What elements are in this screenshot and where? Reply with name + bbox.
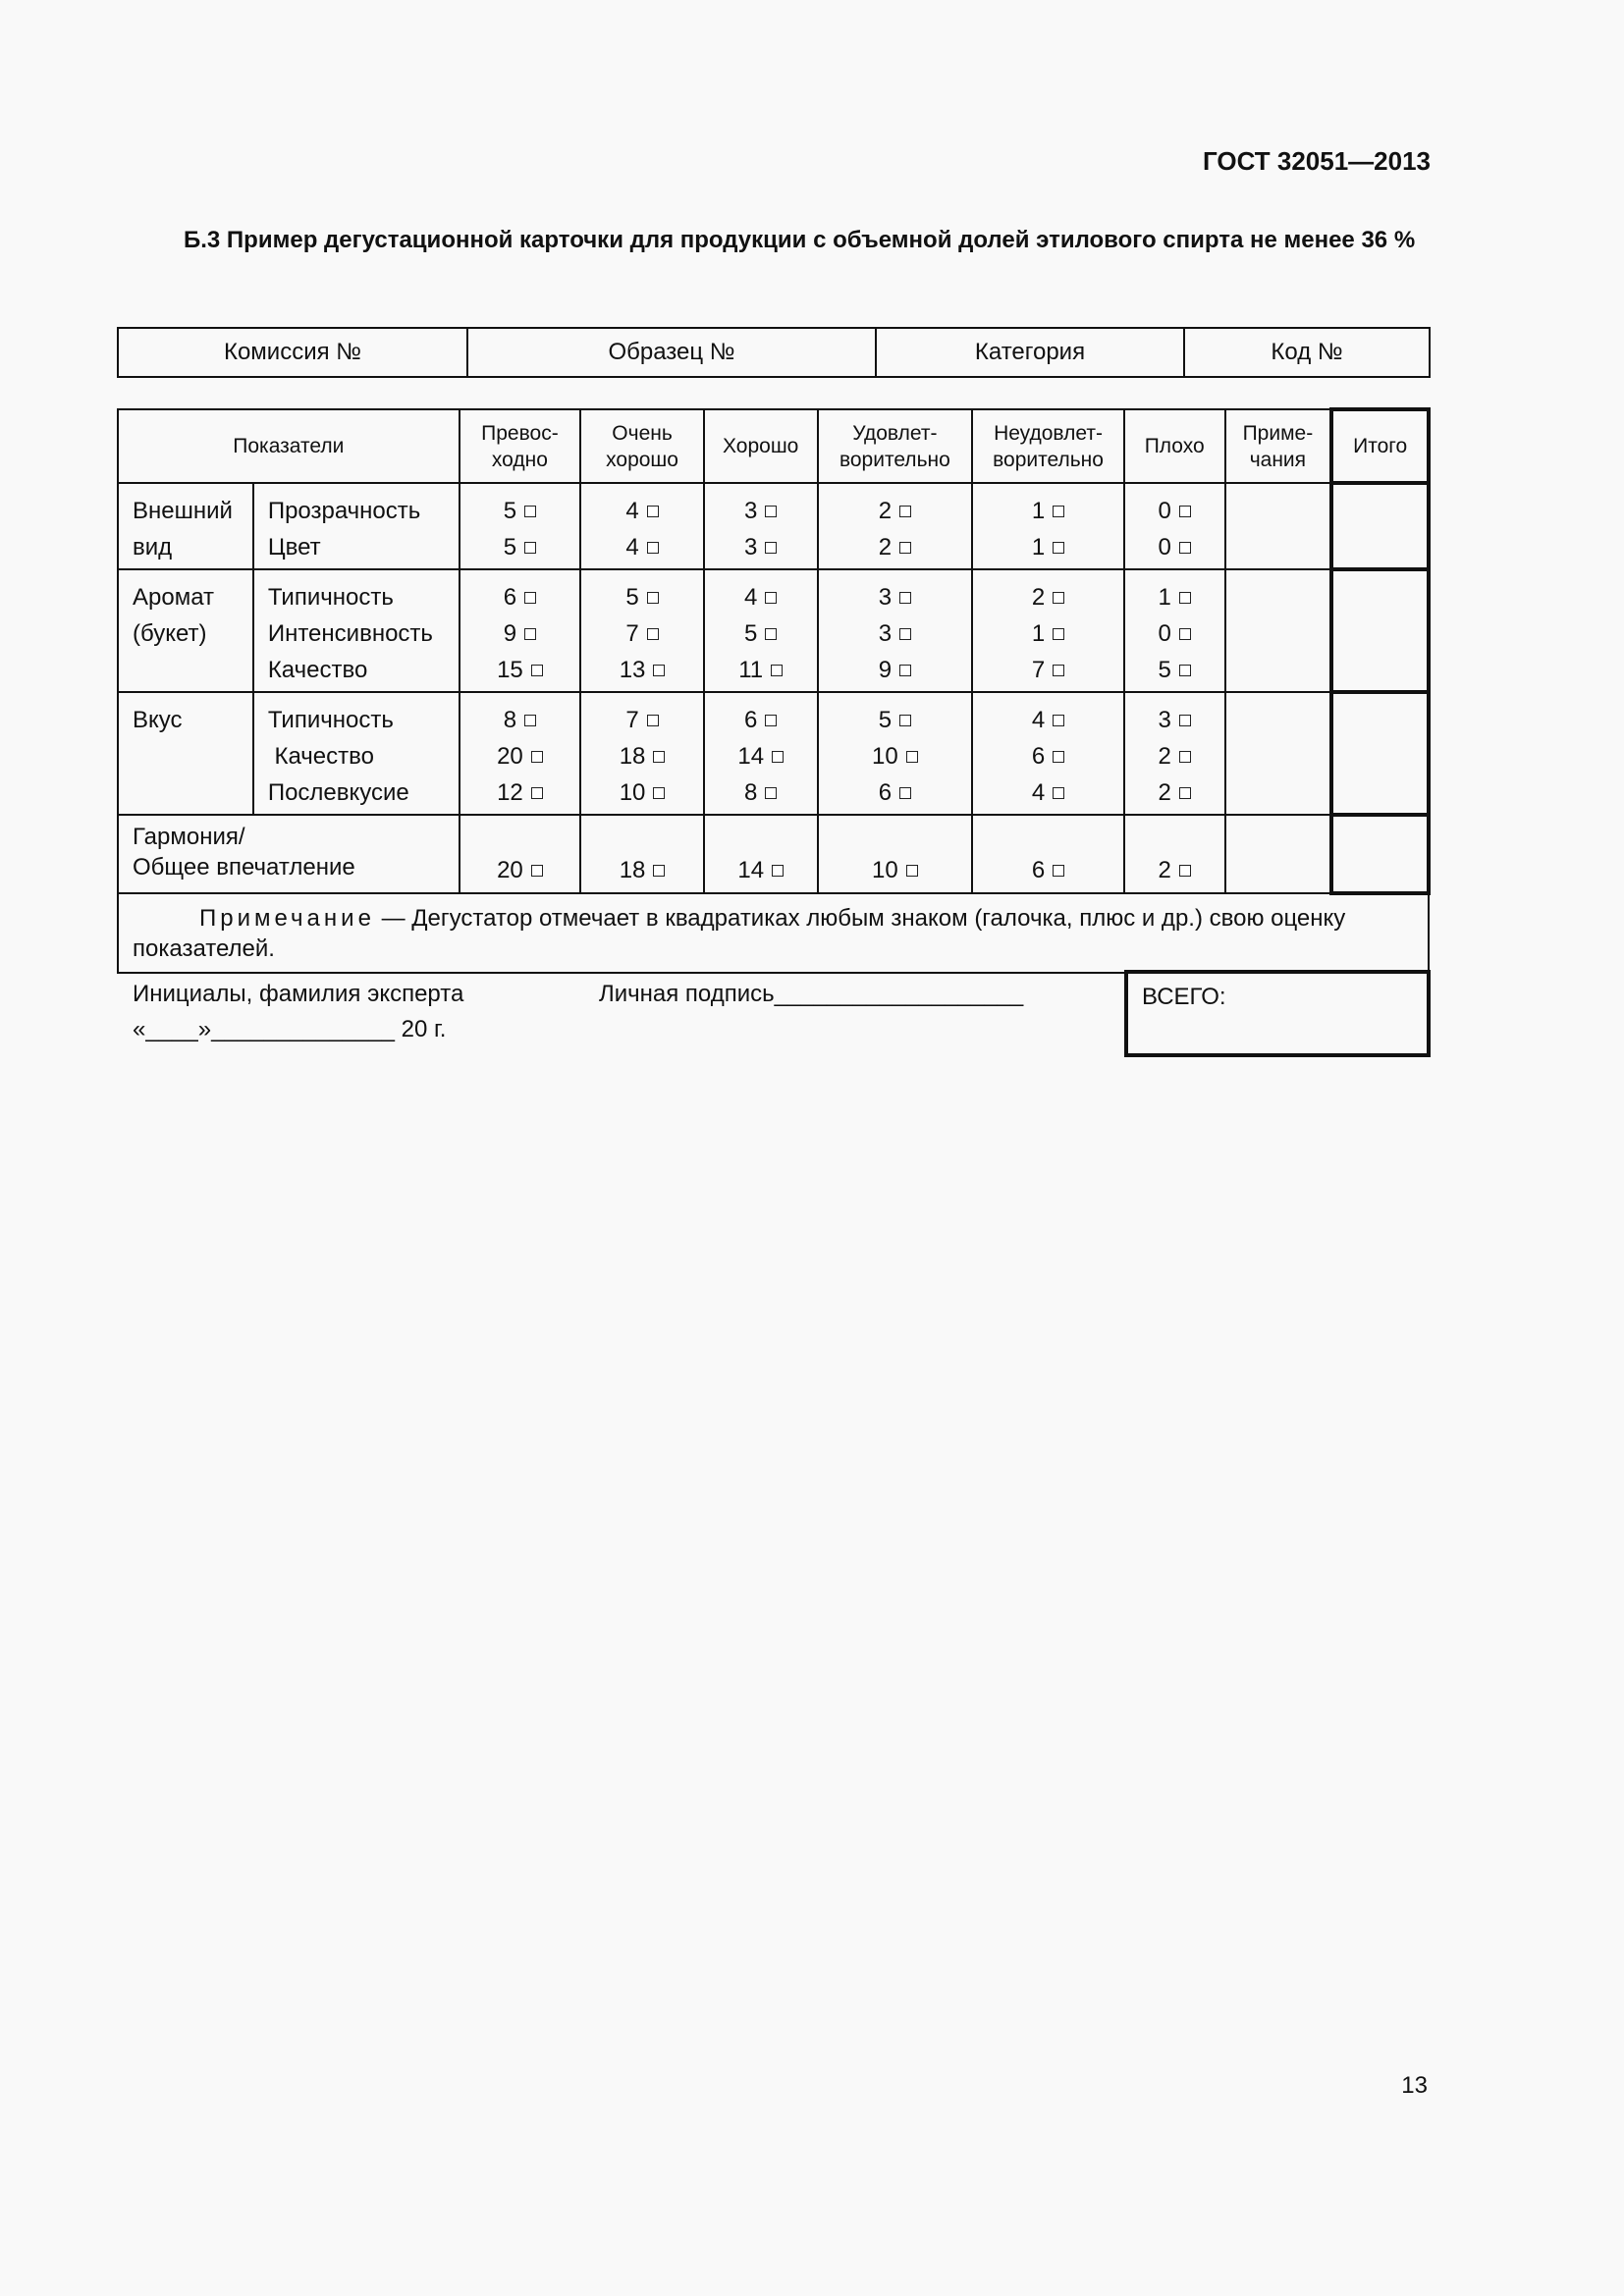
notes-cell-aroma[interactable] [1225,569,1332,692]
score-value: 6 [1031,743,1046,770]
score-option[interactable] [973,493,1123,529]
score-option[interactable] [819,615,972,652]
col-notes-line2: чания [1249,448,1307,471]
score-value: 7 [1031,657,1046,683]
score-value: 5 [878,707,893,733]
note-label: Примечание [199,905,375,932]
score-option[interactable] [819,529,972,565]
score-value: 18 [619,857,646,883]
group-label-aroma [118,569,253,692]
col-notes [1225,409,1332,483]
sub-indicator: Типичность [267,584,394,611]
harmony-notes-cell[interactable] [1225,815,1332,893]
score-value: 15 [497,657,523,683]
col-unsatisfactory-line1: Неудовлет- [994,421,1103,445]
score-value: 1 [1031,620,1046,647]
harmony-score-excellent[interactable] [460,815,581,893]
checkbox-square-icon[interactable] [1053,787,1064,799]
score-value: 10 [619,779,646,806]
score-option[interactable] [819,652,972,688]
score-option[interactable] [460,529,580,565]
score-option[interactable] [460,738,580,774]
checkbox-square-icon[interactable] [647,628,659,640]
checkbox-square-icon[interactable] [531,665,543,676]
score-value: 5 [625,584,639,611]
checkbox-square-icon[interactable] [653,787,665,799]
checkbox-square-icon[interactable] [899,665,911,676]
score-value: 1 [1158,584,1171,611]
col-very-good-line2: хорошо [606,448,678,471]
category-cell: Категория [876,328,1184,377]
checkbox-square-icon[interactable] [765,506,777,517]
score-option[interactable] [973,652,1123,688]
score-option[interactable] [1125,615,1224,652]
standard-number: ГОСТ 32051—2013 [1203,146,1431,176]
score-option[interactable] [581,702,703,738]
score-option[interactable] [460,615,580,652]
score-value: 11 [738,657,764,683]
checkbox-square-icon[interactable] [647,715,659,726]
col-satisfactory-line1: Удовлет- [852,421,938,445]
harmony-score-very-good[interactable] [580,815,704,893]
score-cell-taste-bad [1124,692,1225,815]
checkbox-square-icon[interactable] [1179,865,1191,877]
score-option[interactable] [460,493,580,529]
score-value: 4 [744,584,758,611]
score-cell-appearance-unsatisfactory [972,483,1124,569]
col-very-good-line1: Очень [612,421,673,445]
group-label-appearance-line2: вид [133,534,173,561]
score-value: 6 [1031,857,1046,883]
checkbox-square-icon[interactable] [653,865,665,877]
col-satisfactory [818,409,973,483]
checkbox-square-icon[interactable] [1053,865,1064,877]
checkbox-square-icon[interactable] [647,542,659,554]
checkbox-square-icon[interactable] [1179,542,1191,554]
score-option[interactable] [973,529,1123,565]
score-cell-appearance-very-good [580,483,704,569]
score-value: 4 [625,534,639,561]
score-cell-appearance-bad [1124,483,1225,569]
score-value: 9 [878,657,893,683]
score-option[interactable] [460,774,580,811]
harmony-score-unsatisfactory[interactable] [972,815,1124,893]
score-cell-aroma-excellent [460,569,581,692]
checkbox-square-icon[interactable] [765,715,777,726]
checkbox-square-icon[interactable] [524,715,536,726]
harmony-score-good[interactable] [704,815,818,893]
checkbox-square-icon[interactable] [906,751,918,763]
page-number: 13 [1401,2072,1428,2099]
score-cell-taste-good [704,692,818,815]
score-value: 7 [625,620,639,647]
score-option[interactable] [973,774,1123,811]
score-value: 3 [744,498,758,524]
score-value: 3 [878,620,893,647]
checkbox-square-icon[interactable] [899,542,911,554]
score-value: 6 [878,779,893,806]
score-option[interactable] [705,738,817,774]
checkbox-square-icon[interactable] [653,665,665,676]
score-value: 20 [497,857,523,883]
score-option[interactable] [1125,579,1224,615]
score-option[interactable] [819,738,972,774]
note-cell [118,893,1429,973]
checkbox-square-icon[interactable] [1053,592,1064,604]
harmony-label-line2: Общее впечатление [133,854,355,881]
score-value: 10 [872,743,898,770]
score-option[interactable] [581,738,703,774]
score-value: 0 [1158,498,1171,524]
score-cell-appearance-excellent [460,483,581,569]
checkbox-square-icon[interactable] [765,542,777,554]
col-excellent-line1: Превос- [481,421,559,445]
score-option[interactable] [460,652,580,688]
score-option[interactable] [581,493,703,529]
checkbox-square-icon[interactable] [1053,628,1064,640]
score-value: 2 [1158,743,1171,770]
col-excellent [460,409,581,483]
group-label-taste-line1: Вкус [133,707,183,733]
checkbox-square-icon[interactable] [765,628,777,640]
score-value: 1 [1031,534,1046,561]
score-value: 6 [744,707,758,733]
harmony-label [118,815,460,893]
section-heading-text: Б.3 Пример дегустационной карточки для продукции с объемной долей этилового спирта не менее 36 % [184,227,1416,253]
total-cell-appearance[interactable] [1331,483,1429,569]
scoring-table [117,407,1431,974]
commission-cell: Комиссия № [118,328,467,377]
note-text: — Дегустатор отмечает в квадратиках любым знаком (галочка, плюс и др.) свою оценку показателей. [133,905,1346,962]
checkbox-square-icon[interactable] [899,506,911,517]
code-cell: Код № [1184,328,1430,377]
score-value: 20 [497,743,523,770]
col-good: Хорошо [704,409,818,483]
checkbox-square-icon[interactable] [524,542,536,554]
score-option[interactable] [705,493,817,529]
score-cell-aroma-good [704,569,818,692]
col-excellent-line2: ходно [491,448,548,471]
group-label-taste [118,692,253,815]
score-value: 6 [503,584,517,611]
header-row [118,409,1429,483]
col-bad: Плохо [1124,409,1225,483]
score-value: 1 [1031,498,1046,524]
group-label-appearance-line1: Внешний [133,498,233,524]
checkbox-square-icon[interactable] [899,715,911,726]
date-field[interactable]: «____»______________ 20 г. [133,1016,447,1042]
col-total: Итого [1331,409,1429,483]
score-option[interactable] [705,702,817,738]
checkbox-square-icon[interactable] [1179,715,1191,726]
score-option[interactable] [819,579,972,615]
score-option[interactable] [705,774,817,811]
score-value: 2 [878,534,893,561]
checkbox-square-icon[interactable] [906,865,918,877]
score-value: 4 [1031,707,1046,733]
checkbox-square-icon[interactable] [1053,542,1064,554]
sub-indicator: Цвет [267,534,321,561]
checkbox-square-icon[interactable] [531,751,543,763]
score-cell-aroma-unsatisfactory [972,569,1124,692]
score-option[interactable] [1125,493,1224,529]
score-option[interactable] [705,615,817,652]
note-row [118,893,1429,973]
score-option[interactable] [973,615,1123,652]
score-option[interactable] [1125,738,1224,774]
score-option[interactable] [973,738,1123,774]
total-cell-taste[interactable] [1331,692,1429,815]
harmony-score-satisfactory[interactable] [818,815,973,893]
score-value: 5 [503,534,517,561]
score-value: 5 [1158,657,1171,683]
grand-total-box[interactable] [1124,970,1431,1057]
score-option[interactable] [1125,702,1224,738]
score-option[interactable] [581,774,703,811]
score-option[interactable] [973,702,1123,738]
score-cell-taste-very-good [580,692,704,815]
score-value: 2 [1158,779,1171,806]
score-value: 2 [1031,584,1046,611]
checkbox-square-icon[interactable] [1179,592,1191,604]
score-cell-aroma-bad [1124,569,1225,692]
grand-total-label: ВСЕГО: [1142,984,1226,1010]
score-value: 8 [744,779,758,806]
group-row-appearance [118,483,1429,569]
checkbox-square-icon[interactable] [772,865,784,877]
card-header-table [117,327,1431,378]
col-unsatisfactory [972,409,1124,483]
score-option[interactable] [819,702,972,738]
score-option[interactable] [1125,774,1224,811]
checkbox-square-icon[interactable] [1053,751,1064,763]
checkbox-square-icon[interactable] [524,506,536,517]
score-option[interactable] [460,702,580,738]
checkbox-square-icon[interactable] [1179,628,1191,640]
score-cell-taste-satisfactory [818,692,973,815]
checkbox-square-icon[interactable] [647,506,659,517]
harmony-total-cell[interactable] [1331,815,1429,893]
col-satisfactory-line2: ворительно [839,448,950,471]
sub-indicator: Качество [267,743,374,770]
score-option[interactable] [460,579,580,615]
score-option[interactable] [581,529,703,565]
section-heading [117,224,1431,256]
score-value: 18 [619,743,646,770]
checkbox-square-icon[interactable] [531,865,543,877]
score-value: 9 [503,620,517,647]
sub-indicator: Прозрачность [267,498,421,524]
score-value: 2 [878,498,893,524]
score-value: 4 [625,498,639,524]
score-option[interactable] [973,579,1123,615]
checkbox-square-icon[interactable] [899,628,911,640]
score-value: 12 [497,779,523,806]
score-option[interactable] [705,529,817,565]
score-option[interactable] [1125,652,1224,688]
checkbox-square-icon[interactable] [647,592,659,604]
checkbox-square-icon[interactable] [772,751,784,763]
harmony-row [118,815,1429,893]
checkbox-square-icon[interactable] [531,787,543,799]
score-value: 5 [503,498,517,524]
checkbox-square-icon[interactable] [1179,751,1191,763]
checkbox-square-icon[interactable] [771,665,783,676]
sub-indicator: Интенсивность [267,620,433,647]
score-value: 7 [625,707,639,733]
checkbox-square-icon[interactable] [1179,787,1191,799]
score-value: 2 [1158,857,1171,883]
checkbox-square-icon[interactable] [899,787,911,799]
score-value: 3 [1158,707,1171,733]
checkbox-square-icon[interactable] [524,628,536,640]
score-value: 10 [872,857,898,883]
sub-indicator: Качество [267,657,368,683]
score-cell-aroma-very-good [580,569,704,692]
signature-field[interactable]: Личная подпись___________________ [599,981,1024,1007]
score-option[interactable] [1125,529,1224,565]
checkbox-square-icon[interactable] [765,787,777,799]
checkbox-square-icon[interactable] [1179,506,1191,517]
checkbox-square-icon[interactable] [1179,665,1191,676]
score-value: 3 [744,534,758,561]
score-value: 4 [1031,779,1046,806]
sub-indicator: Типичность [267,707,394,733]
score-cell-taste-excellent [460,692,581,815]
score-value: 14 [737,743,765,770]
score-cell-appearance-satisfactory [818,483,973,569]
score-option[interactable] [819,493,972,529]
col-unsatisfactory-line2: ворительно [993,448,1104,471]
score-option[interactable] [581,615,703,652]
sample-cell: Образец № [467,328,876,377]
checkbox-square-icon[interactable] [1053,665,1064,676]
checkbox-square-icon[interactable] [653,751,665,763]
col-notes-line1: Приме- [1242,421,1314,445]
score-cell-taste-unsatisfactory [972,692,1124,815]
checkbox-square-icon[interactable] [765,592,777,604]
col-indicators: Показатели [118,409,460,483]
score-value: 0 [1158,534,1171,561]
score-value: 0 [1158,620,1171,647]
checkbox-square-icon[interactable] [899,592,911,604]
group-label-aroma-line1: Аромат [133,584,215,611]
score-value: 3 [878,584,893,611]
checkbox-square-icon[interactable] [524,592,536,604]
score-value: 5 [744,620,758,647]
score-option[interactable] [705,579,817,615]
harmony-label-line1: Гармония/ [133,824,245,850]
score-option[interactable] [705,652,817,688]
notes-cell-taste[interactable] [1225,692,1332,815]
sub-indicators-appearance [253,483,460,569]
group-label-aroma-line2: (букет) [133,620,207,647]
group-row-aroma [118,569,1429,692]
col-very-good [580,409,704,483]
group-label-appearance [118,483,253,569]
harmony-score-bad[interactable] [1124,815,1225,893]
sub-indicators-aroma [253,569,460,692]
score-option[interactable] [581,579,703,615]
score-cell-aroma-satisfactory [818,569,973,692]
score-value: 14 [737,857,765,883]
expert-name-label: Инициалы, фамилия эксперта [133,981,464,1007]
checkbox-square-icon[interactable] [1053,715,1064,726]
notes-cell-appearance[interactable] [1225,483,1332,569]
total-cell-aroma[interactable] [1331,569,1429,692]
score-option[interactable] [819,774,972,811]
score-value: 13 [619,657,646,683]
score-value: 8 [503,707,517,733]
checkbox-square-icon[interactable] [1053,506,1064,517]
group-row-taste [118,692,1429,815]
sub-indicators-taste [253,692,460,815]
score-option[interactable] [581,652,703,688]
sub-indicator: Послевкусие [267,779,409,806]
score-cell-appearance-good [704,483,818,569]
